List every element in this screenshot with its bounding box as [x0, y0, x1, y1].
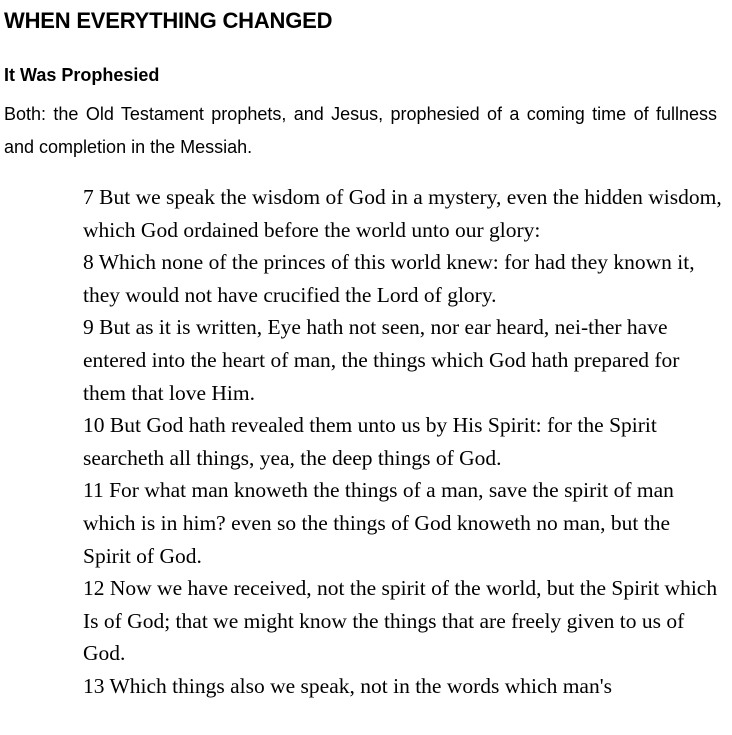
- verse-10: 10 But God hath revealed them unto us by His Spirit: for the Spirit searcheth all things, yea, the deep things of God.: [83, 413, 657, 470]
- verse-13: 13 Which things also we speak, not in the words which man's: [83, 673, 612, 698]
- verse-9: 9 But as it is written, Eye hath not seen, nor ear heard, nei-ther have entered into the heart of man, the things which God hath prepared for them that love Him.: [83, 315, 680, 405]
- page-title: WHEN EVERYTHING CHANGED: [4, 8, 333, 33]
- verse-8: 8 Which none of the princes of this world knew: for had they known it, they would not have crucified the Lord of glory.: [83, 250, 695, 307]
- verse-11: 11 For what man knoweth the things of a man, save the spirit of man which is in him? even so the things of God knoweth no man, but the Spirit of God.: [83, 478, 674, 568]
- verse-7: 7 But we speak the wisdom of God in a mystery, even the hidden wisdom, which God ordained before the world unto our glory:: [83, 185, 722, 242]
- intro-paragraph: Both: the Old Testament prophets, and Jesus, prophesied of a coming time of fullness and completion in the Messiah.: [4, 104, 717, 157]
- section-heading: It Was Prophesied: [4, 65, 160, 85]
- scripture-passage: [83, 181, 723, 703]
- verse-12: 12 Now we have received, not the spirit of the world, but the Spirit which Is of God; that we might know the things that are freely given to us of God.: [83, 576, 718, 666]
